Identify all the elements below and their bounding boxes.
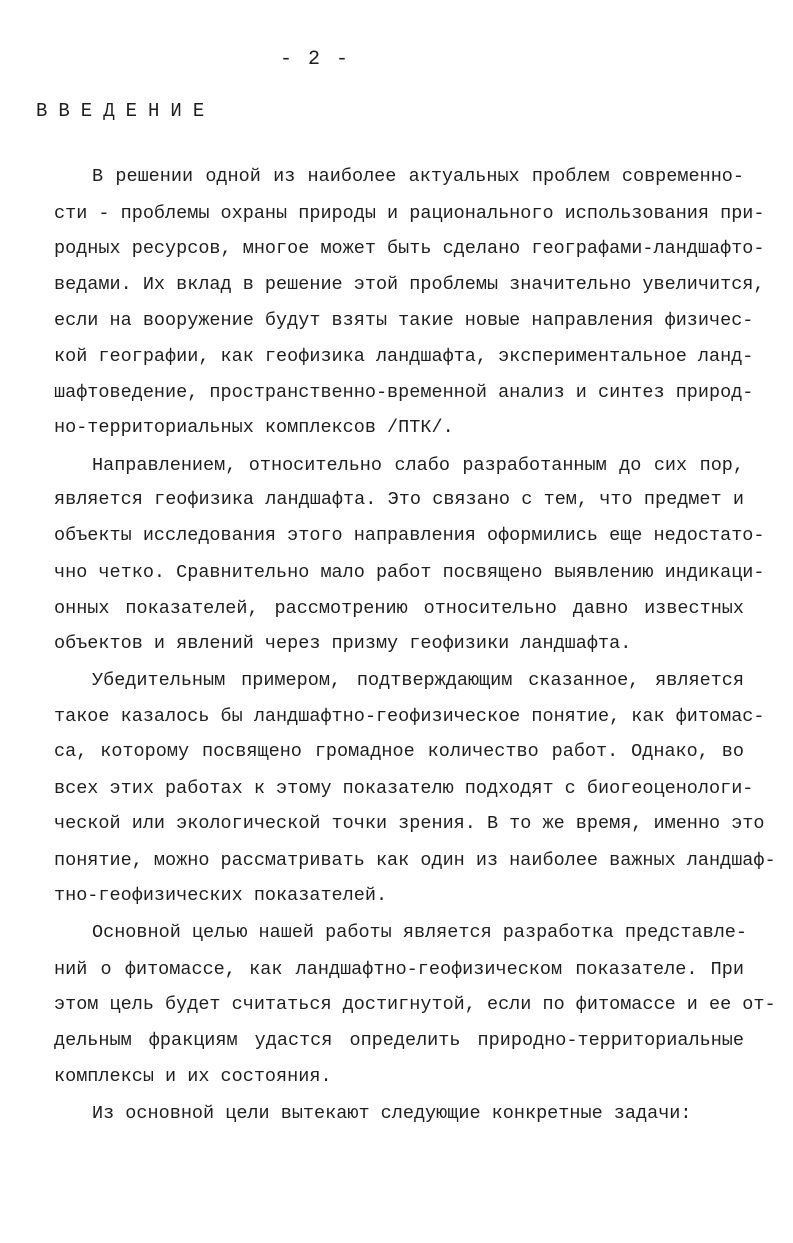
text-line: понятие, можно рассматривать как один из наиболее важных ландшаф- — [54, 850, 776, 871]
text-line: объектов и явлений через призму геофизики ландшафта. — [54, 633, 632, 654]
text-line: является геофизика ландшафта. Это связано с тем, что предмет и — [54, 489, 744, 510]
text-line: такое казалось бы ландшафтно-геофизическое понятие, как фитомас- — [54, 706, 765, 727]
text-line: дельным фракциям удастся определить природно-территориальные — [54, 1030, 744, 1051]
text-line: Убедительным примером, подтверждающим сказанное, является — [92, 670, 744, 691]
text-line: комплексы и их состояния. — [54, 1066, 332, 1087]
text-line: всех этих работах к этому показателю подходят с биогеоценологи- — [54, 778, 754, 799]
section-heading: ВВЕДЕНИЕ — [36, 100, 216, 122]
text-line: онных показателей, рассмотрению относительно давно известных — [54, 598, 744, 619]
text-line: ний о фитомассе, как ландшафтно-геофизическом показателе. При — [54, 959, 744, 980]
text-line: Из основной цели вытекают следующие конкретные задачи: — [92, 1103, 692, 1124]
text-line: шафтоведение, пространственно-временной анализ и синтез природ- — [54, 382, 754, 403]
text-line: кой географии, как геофизика ландшафта, экспериментальное ланд- — [54, 346, 754, 367]
text-line: В решении одной из наиболее актуальных проблем современно- — [92, 166, 744, 187]
text-line: ведами. Их вклад в решение этой проблемы значительно увеличится, — [54, 274, 765, 295]
text-line: объекты исследования этого направления оформились еще недостато- — [54, 525, 765, 546]
text-line: чно четко. Сравнительно мало работ посвящено выявлению индикаци- — [54, 562, 765, 583]
text-line: родных ресурсов, многое может быть сделано географами-ландшафто- — [54, 238, 765, 259]
text-line: сти - проблемы охраны природы и рационального использования при- — [54, 203, 765, 224]
page-number: - 2 - — [279, 48, 350, 71]
text-line: Основной целью нашей работы является разработка представле- — [92, 922, 748, 943]
text-line: Направлением, относительно слабо разработанным до сих пор, — [92, 455, 744, 476]
text-line: если на вооружение будут взяты такие новые направления физичес- — [54, 310, 754, 331]
text-line: ческой или экологической точки зрения. В то же время, именно это — [54, 813, 765, 834]
text-line: са, которому посвящено громадное количество работ. Однако, во — [54, 741, 744, 762]
text-line: но-территориальных комплексов /ПТК/. — [54, 417, 454, 438]
text-line: этом цель будет считаться достигнутой, если по фитомассе и ее от- — [54, 994, 776, 1015]
text-line: тно-геофизических показателей. — [54, 885, 388, 906]
